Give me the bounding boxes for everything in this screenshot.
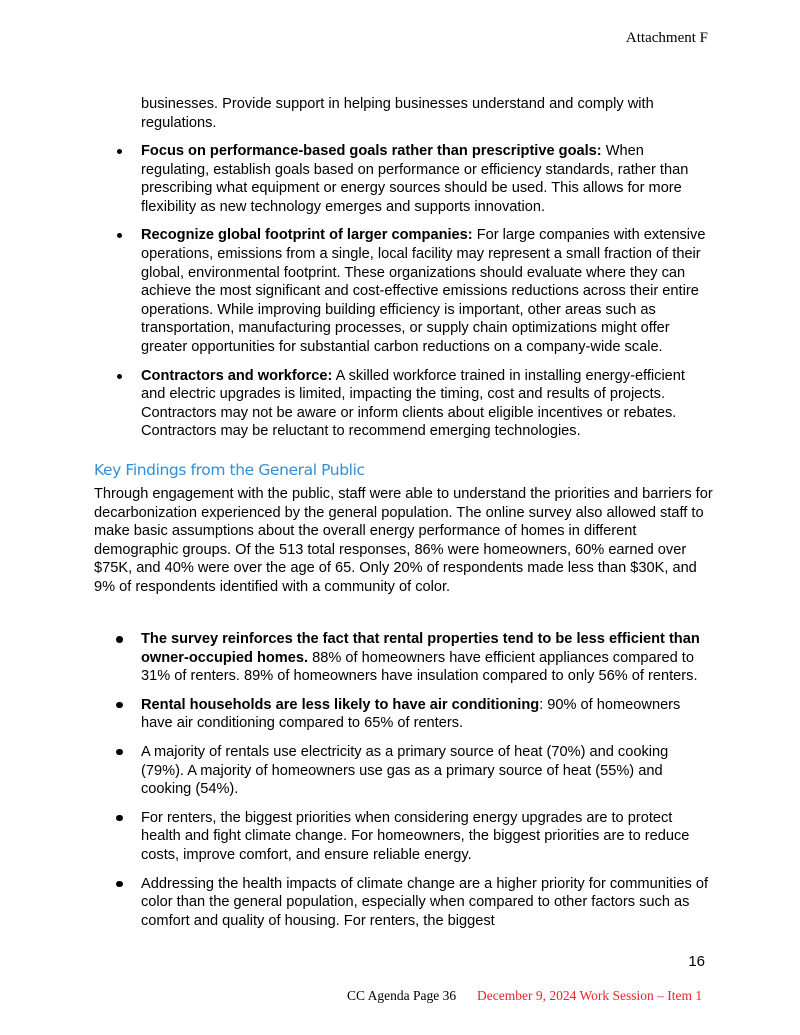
- list-item: [141, 367, 711, 441]
- bullet-text: A majority of rentals use electricity as a primary source of heat (70%) and cooking (79%). A majority of homeowners use gas as a primary source of heat (55%) and cooking (54%).: [141, 743, 669, 798]
- list-item: [141, 875, 711, 931]
- business-bullet-list: [141, 142, 711, 441]
- section-intro-paragraph: Through engagement with the public, staff were able to understand the priorities and barriers for decarbonization experienced by the general population. The online survey also allowed staff to make basic assumptions about the overall energy performance of homes in different demographic groups. Of the 513 total responses, 86% were homeowners, 60% earned over $75K, and 40% were over the age of 65. Only 20% of respondents made less than $30K, and 9% of respondents identified with a community of color.: [94, 486, 713, 595]
- bullet-icon: [116, 702, 123, 709]
- bullet-text: For renters, the biggest priorities when considering energy upgrades are to protect health and fight climate change. For homeowners, the biggest priorities are to reduce costs, improve comfort, and ensure reliable energy.: [141, 809, 690, 863]
- list-item: [141, 696, 711, 733]
- list-item: [141, 226, 711, 356]
- list-item: [141, 630, 711, 686]
- section-heading: Key Findings from the General Public: [94, 461, 365, 479]
- bullet-icon: [117, 233, 122, 238]
- page-number: 16: [688, 953, 705, 970]
- public-findings-bullet-list: [141, 630, 711, 930]
- bullet-lead: Focus on performance-based goals rather than prescriptive goals:: [141, 143, 602, 159]
- list-item: [141, 142, 711, 216]
- bullet-icon: [116, 881, 123, 888]
- bullet-icon: [117, 374, 122, 379]
- bullet-text: A skilled workforce trained in installing energy-efficient and electric upgrades is limited, impacting the timing, cost and results of projects. Contractors may not be aware or inform clients about eligible incentives or rebates. Contractors may be reluctant to recommend emerging technologies.: [141, 367, 685, 440]
- bullet-text: When regulating, establish goals based on performance or efficiency standards, rather than prescribing what equipment or energy sources should be used. This allows for more flexibility as new technology emerges and supports innovation.: [141, 143, 689, 215]
- list-item: [141, 809, 711, 865]
- bullet-lead: Recognize global footprint of larger companies:: [141, 227, 473, 244]
- bullet-icon: [116, 815, 123, 822]
- footer-agenda-page: CC Agenda Page 36: [347, 988, 457, 1003]
- bullet-lead: Contractors and workforce:: [141, 367, 333, 384]
- bullet-icon: [117, 149, 122, 154]
- bullet-text: : 90% of homeowners have air conditioning compared to 65% of renters.: [141, 696, 681, 732]
- bullet-text: 88% of homeowners have efficient appliances compared to 31% of renters. 89% of homeowners have insulation compared to only 56% of renters.: [141, 649, 698, 685]
- bullet-lead: The survey reinforces the fact that rental properties tend to be less efficient than owner-occupied homes.: [141, 631, 700, 666]
- bullet-icon: [116, 636, 123, 643]
- attachment-label: Attachment F: [625, 30, 708, 46]
- list-item: [141, 743, 711, 799]
- bullet-icon: [116, 749, 123, 756]
- bullet-text: Addressing the health impacts of climate change are a higher priority for communities of color than the general population, especially when compared to other factors such as comfort and quality of housing. For renters, the biggest: [141, 875, 709, 929]
- continuation-paragraph: businesses. Provide support in helping businesses understand and comply with regulations.: [141, 96, 654, 131]
- bullet-lead: Rental households are less likely to have air conditioning: [141, 696, 540, 713]
- footer-session-label: December 9, 2024 Work Session – Item 1: [477, 988, 703, 1003]
- bullet-text: For large companies with extensive operations, emissions from a single, local facility may represent a small fraction of their global, environmental footprint. These organizations should evaluate where they can achieve the most significant and cost-effective emissions reductions across their entire operations. While improving building efficiency is important, other areas such as transportation, manufacturing processes, or supply chain optimizations might offer greater opportunities for substantial carbon reductions on a company-wide scale.: [141, 227, 706, 355]
